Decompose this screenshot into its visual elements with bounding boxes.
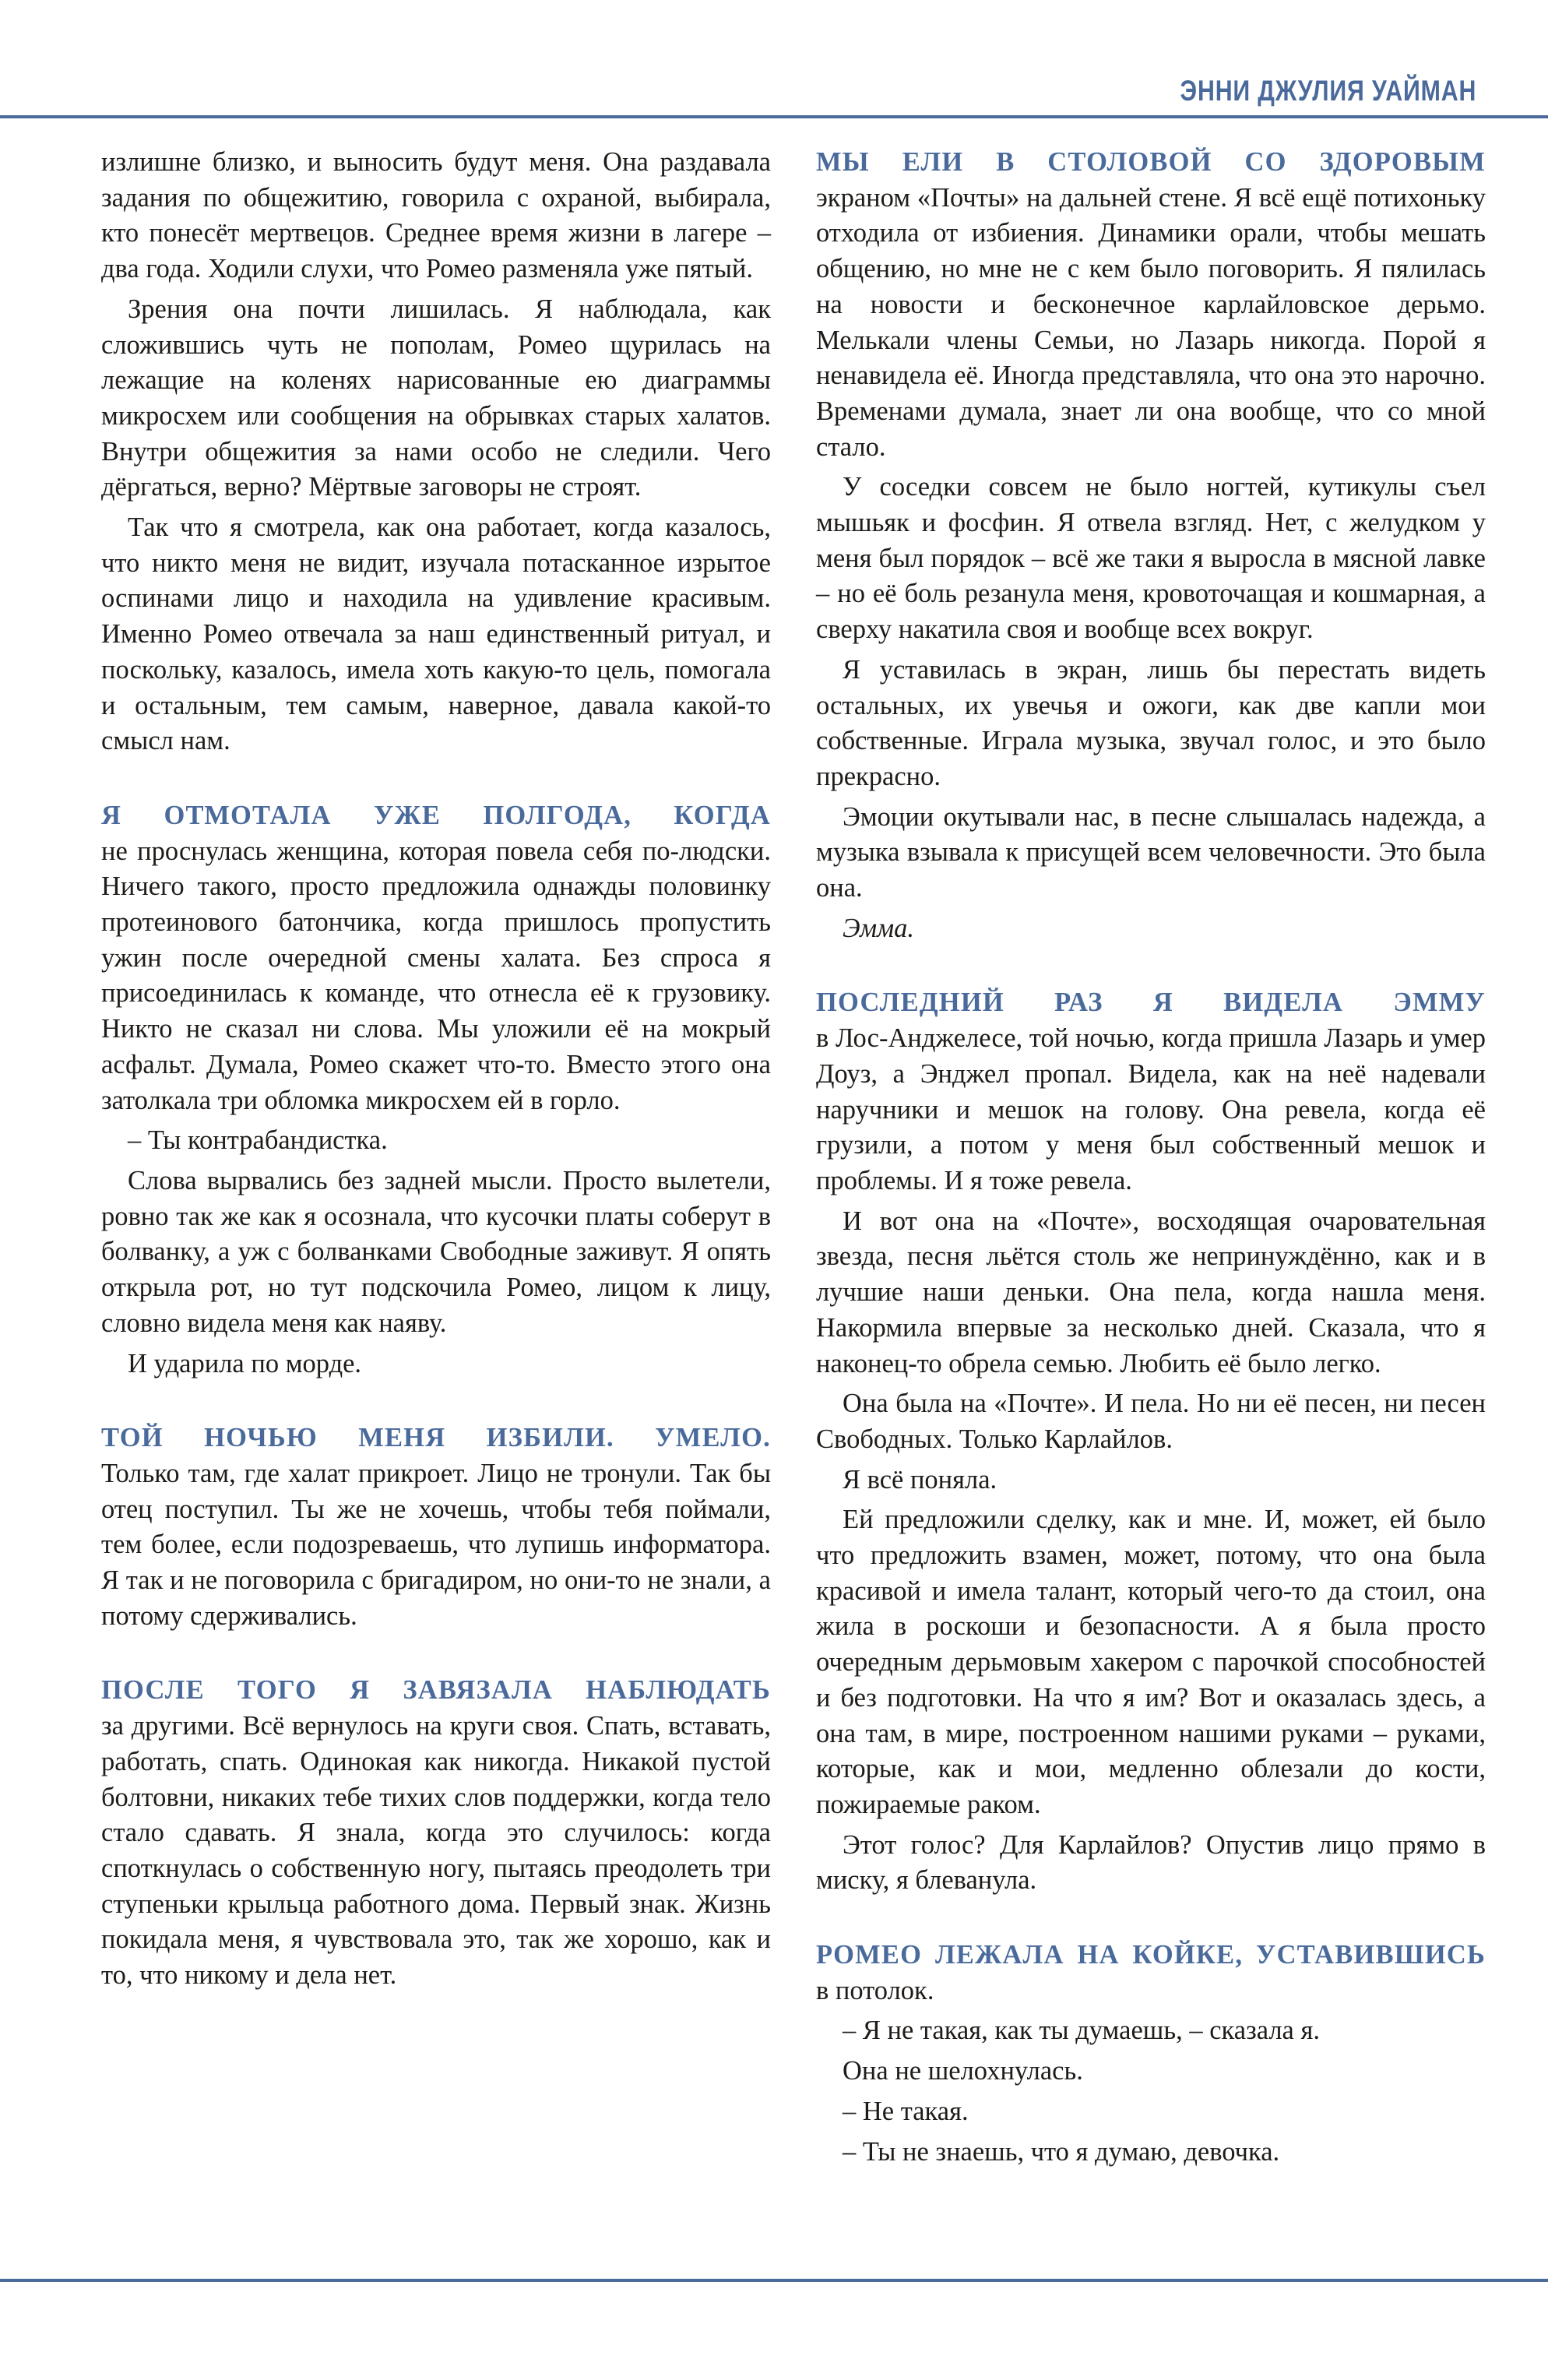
right-column [816, 145, 1486, 2170]
paragraph: Ей предложили сделку, как и мне. И, может, ей было что предложить взамен, может, потому, что она была красивой и имела талант, который чего-то да стоил, она жила в роскоши и безопасности. А я была просто очередным дерьмовым хакером с парочкой способностей и без подготовки. На что я им? Вот и оказалась здесь, а она там, в мире, построенном нашими руками – руками, которые, как и мои, медленно облезали до кости, пожираемые раком. [816, 1505, 1486, 1819]
section [101, 1673, 771, 1993]
dialogue-line: – Ты не знаешь, что я думаю, девочка. [843, 2136, 1280, 2167]
paragraph: в Лос-Анджелесе, той ночью, когда пришла Лазарь и умер Доуз, а Энджел пропал. Видела, как на неё надевали наручники и мешок на голову. Она ревела, когда её грузили, а потом у меня был собственный мешок и проблемы. И я тоже ревела. [816, 1023, 1486, 1195]
paragraph: И ударила по морде. [128, 1348, 362, 1378]
paragraph: Так что я смотрела, как она работает, когда казалось, что никто меня не видит, изучала потасканное изрытое оспинами лицо и находила на удивление красивым. Именно Ромео отвечала за наш единственный ритуал, и поскольку, казалось, имела хоть какую-то цель, помогала и остальным, тем самым, наверное, давала какой-то смысл нам. [101, 512, 771, 756]
paragraph: излишне близко, и выносить будут меня. Она раздавала задания по общежитию, говорила с охраной, выбирала, кто понесёт мертвецов. Среднее время жизни в лагере – два года. Ходили слухи, что Ромео разменяла уже пятый. [101, 147, 771, 284]
section [816, 1938, 1486, 2170]
section [101, 1421, 771, 1634]
paragraph: не проснулась женщина, которая повела себя по-людски. Ничего такого, просто предложила однажды половинку протеинового батончика, когда пришлось пропустить ужин после очередной смены халата. Без спроса я присоединилась к команде, что отнесла её к грузовику. Никто не сказал ни слова. Мы уложили её на мокрый асфальт. Думала, Ромео скажет что-то. Вместо этого она затолкала три обломка микросхем ей в горло. [101, 836, 771, 1115]
paragraph: Зрения она почти лишилась. Я наблюдала, как сложившись чуть не пополам, Ромео щурилась на лежащие на коленях нарисованные ею диаграммы микросхем или сообщения на обрывках старых халатов. Внутри общежития за нами особо не следили. Чего дёргаться, верно? Мёртвые заговоры не строят. [101, 294, 771, 502]
paragraph: Этот голос? Для Карлайлов? Опустив лицо прямо в миску, я блеванула. [816, 1829, 1486, 1896]
paragraph: Только там, где халат прикроет. Лицо не тронули. Так бы отец поступил. Ты же не хочешь, чтобы тебя поймали, тем более, если подозреваешь, что лупишь информатора. Я так и не поговорила с бригадиром, но они-то не знали, а потому сдерживались. [101, 1458, 771, 1631]
paragraph: Она была на «Почте». И пела. Но ни её песен, ни песен Свободных. Только Карлайлов. [816, 1389, 1486, 1454]
paragraph: У соседки совсем не было ногтей, кутикулы съел мышьяк и фосфин. Я отвела взгляд. Нет, с желудком у меня был порядок – всё же таки я выросла в мясной лавке – но её боль резанула меня, кровоточащая и кошмарная, а сверху накатила своя и вообще всех вокруг. [816, 472, 1486, 645]
section-lead-in: Я ОТМОТАЛА УЖЕ ПОЛГОДА, КОГДА [101, 800, 771, 830]
section-lead-in: ПОСЛЕ ТОГО Я ЗАВЯЗАЛА НАБЛЮДАТЬ [101, 1675, 771, 1706]
dialogue-line: – Ты контрабандистка. [128, 1125, 388, 1156]
paragraph: в потолок. [816, 1975, 934, 2005]
paragraph: Она не шелохнулась. [843, 2056, 1083, 2086]
section [101, 145, 771, 759]
dialogue-line: – Я не такая, как ты думаешь, – сказала я. [843, 2016, 1320, 2046]
section-lead-in: МЫ ЕЛИ В СТОЛОВОЙ СО ЗДОРОВЫМ [816, 147, 1486, 177]
footer-rule [0, 2279, 1548, 2282]
paragraph: Слова вырвались без задней мысли. Просто вылетели, ровно так же как я осознала, что кусочки платы соберут в болванку, а уж с болванками Свободные заживут. Я опять открыла рот, но тут подскочила Ромео, лицом к лицу, словно видела меня как наяву. [101, 1165, 771, 1338]
paragraph: Я всё поняла. [843, 1464, 997, 1495]
header-rule [0, 115, 1548, 118]
paragraph: Эмма. [843, 913, 915, 943]
section [101, 798, 771, 1382]
section-lead-in: РОМЕО ЛЕЖАЛА НА КОЙКЕ, УСТАВИВШИСЬ [816, 1940, 1486, 1970]
section-lead-in: ТОЙ НОЧЬЮ МЕНЯ ИЗБИЛИ. УМЕЛО. [101, 1423, 771, 1453]
paragraph: за другими. Всё вернулось на круги своя. Спать, вставать, работать, спать. Одинокая как никогда. Никакой пустой болтовни, никаких тебе тихих слов поддержки, когда тело стало сдавать. Я знала, когда это случилось: когда споткнулась о собственную ногу, пытаясь преодолеть три ступеньки крыльца работного дома. Первый знак. Жизнь покидала меня, я чувствовала это, так же хорошо, как и то, что никому и дела нет. [101, 1711, 771, 1991]
paragraph: Эмоции окутывали нас, в песне слышалась надежда, а музыка взывала к присущей всем человечности. Это была она. [816, 801, 1486, 903]
paragraph: экраном «Почты» на дальней стене. Я всё ещё потихоньку отходила от избиения. Динамики орали, чтобы мешать общению, но мне не с кем было поговорить. Я пялилась на новости и бесконечное карлайловское дерьмо. Мелькали члены Семьи, но Лазарь никогда. Порой я ненавидела её. Иногда представляла, что она это нарочно. Временами думала, знает ли она вообще, что со мной стало. [816, 182, 1486, 462]
paragraph: И вот она на «Почте», восходящая очаровательная звезда, песня льётся столь же непринуждённо, как и в лучшие наши деньки. Она пела, когда нашла меня. Накормила впервые за несколько дней. Сказала, что я наконец-то обрела семью. Любить её было легко. [816, 1206, 1486, 1378]
running-head-author: ЭННИ ДЖУЛИЯ УАЙМАН [1180, 75, 1476, 107]
section-lead-in: ПОСЛЕДНИЙ РАЗ Я ВИДЕЛА ЭММУ [816, 988, 1486, 1018]
section [816, 985, 1486, 1899]
page-header [0, 0, 1548, 117]
dialogue-line: – Не такая. [843, 2096, 969, 2126]
paragraph: Я уставилась в экран, лишь бы перестать видеть остальных, их увечья и ожоги, как две капли мои собственные. Играла музыка, звучал голос, и это было прекрасно. [816, 654, 1486, 791]
left-column [101, 145, 771, 1994]
section [816, 145, 1486, 946]
